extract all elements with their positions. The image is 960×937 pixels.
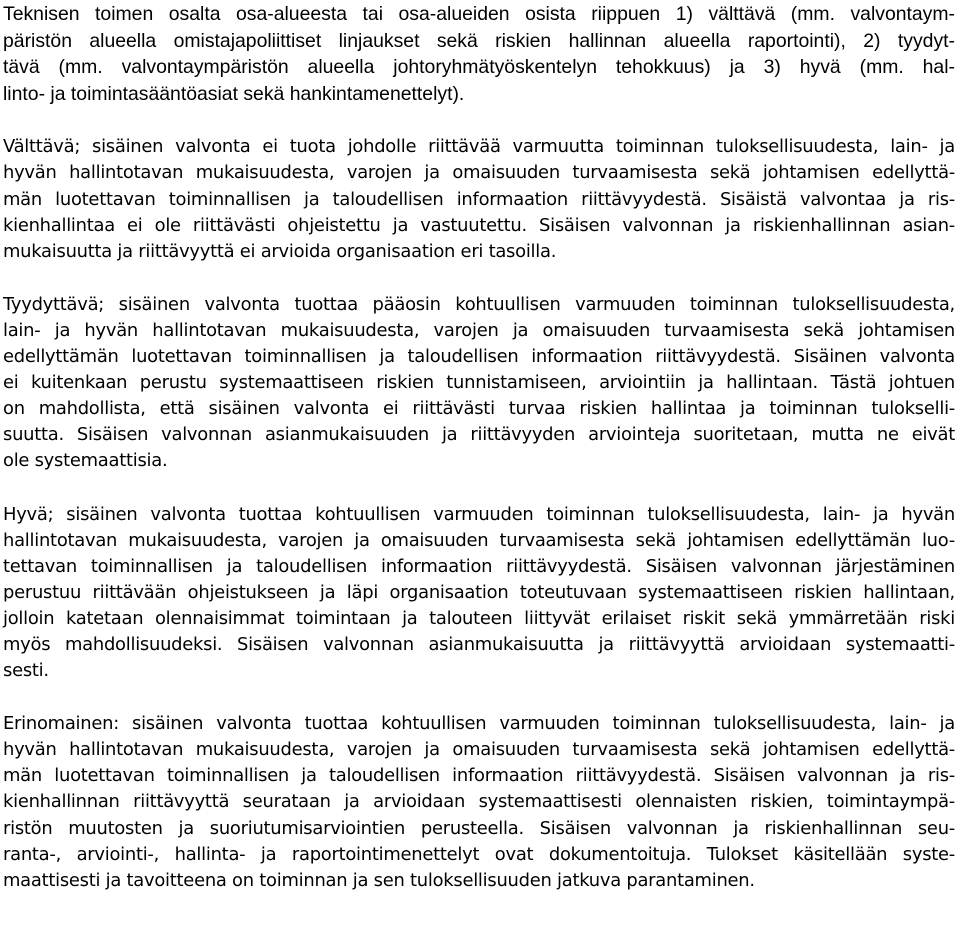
text-line: edellyttämän luotettavan toiminnallisen ja taloudellisen informaation riittävyydestä. Sisäinen valvonta bbox=[3, 346, 955, 368]
intro-paragraph bbox=[3, 1, 955, 107]
text-line: kienhallintaa ei ole riittävästi ohjeistettu ja vastuutettu. Sisäisen valvonnan ja riskienhallinnan asian- bbox=[3, 214, 955, 236]
text-line: linto- ja toimintasääntöasiat sekä hankintamenettelyt). bbox=[3, 82, 465, 105]
text-line: män luotettavan toiminnallisen ja taloudellisen informaation riittävyydestä. Sisäistä valvontaa ja ris- bbox=[3, 188, 955, 210]
text-line: sesti. bbox=[3, 660, 49, 682]
text-line: on mahdollista, että sisäinen valvonta ei riittävästi turvaa riskien hallintaa ja toiminnan tulokselli- bbox=[3, 398, 955, 420]
text-line: hallintotavan mukaisuudesta, varojen ja omaisuuden turvaamisesta sekä johtamisen edellyttämän luo- bbox=[3, 529, 955, 551]
text-line: tettavan toiminnallisen ja taloudellisen informaation riittävyydestä. Sisäisen valvonnan järjestäminen bbox=[3, 555, 955, 577]
text-line: myös mahdollisuudeksi. Sisäisen valvonnan asianmukaisuutta ja riittävyyttä arvioidaan systemaatti- bbox=[3, 633, 955, 655]
paragraph-erinomainen bbox=[3, 711, 955, 894]
paragraph-hyva bbox=[3, 502, 955, 685]
text-line: Teknisen toimen osalta osa-alueesta tai osa-alueiden osista riippuen 1) välttävä (mm. valvontaym- bbox=[3, 3, 955, 25]
text-line: Välttävä; sisäinen valvonta ei tuota johdolle riittävää varmuutta toiminnan tuloksellisuudesta, lain- ja bbox=[3, 136, 955, 158]
text-line: suutta. Sisäisen valvonnan asianmukaisuuden ja riittävyyden arviointeja suoritetaan, mutta ne eivät bbox=[3, 424, 955, 446]
text-line: kienhallinnan riittävyyttä seurataan ja arvioidaan systemaattisesti olennaisten riskien, toimintaympä- bbox=[3, 791, 955, 813]
text-line: päristön alueella omistajapoliittiset linjaukset sekä riskien hallinnan alueella raportointi), 2) tyydyt- bbox=[3, 29, 955, 52]
text-line: maattisesti ja tavoitteena on toiminnan ja sen tuloksellisuuden jatkuva parantaminen. bbox=[3, 869, 755, 891]
text-line: perustuu riittävään ohjeistukseen ja läpi organisaation toteutuvaan systemaattiseen riskien hallintaan, bbox=[3, 581, 955, 603]
text-line: jolloin katetaan olennaisimmat toimintaan ja talouteen liittyvät erilaiset riskit sekä ymmärretään riski bbox=[3, 607, 955, 629]
paragraph-tyydyttava bbox=[3, 292, 955, 475]
text-line: Erinomainen: sisäinen valvonta tuottaa kohtuullisen varmuuden toiminnan tuloksellisuudesta, lain- ja bbox=[3, 713, 955, 735]
text-line: hyvän hallintotavan mukaisuudesta, varojen ja omaisuuden turvaamisesta sekä johtamisen edellyttä- bbox=[3, 162, 955, 184]
paragraph-valttava bbox=[3, 134, 955, 264]
document-page bbox=[3, 0, 955, 894]
text-line: Tyydyttävä; sisäinen valvonta tuottaa pääosin kohtuullisen varmuuden toiminnan tuloksellisuudesta, bbox=[3, 293, 955, 315]
text-line: ranta-, arviointi-, hallinta- ja raportointimenettelyt ovat dokumentoituja. Tulokset käsitellään syste- bbox=[3, 843, 955, 865]
text-line: ole systemaattisia. bbox=[3, 450, 168, 472]
text-line: lain- ja hyvän hallintotavan mukaisuudesta, varojen ja omaisuuden turvaamisesta sekä johtamisen bbox=[3, 319, 955, 341]
text-line: Hyvä; sisäinen valvonta tuottaa kohtuullisen varmuuden toiminnan tuloksellisuudesta, lain- ja hyvän bbox=[3, 503, 955, 525]
text-line: ristön muutosten ja suoriutumisarviointien perusteella. Sisäisen valvonnan ja riskienhallinnan seu- bbox=[3, 817, 955, 839]
text-line: hyvän hallintotavan mukaisuudesta, varojen ja omaisuuden turvaamisesta sekä johtamisen edellyttä- bbox=[3, 739, 955, 761]
text-line: män luotettavan toiminnallisen ja taloudellisen informaation riittävyydestä. Sisäisen valvonnan ja ris- bbox=[3, 765, 955, 787]
text-line: ei kuitenkaan perustu systemaattiseen riskien tunnistamiseen, arviointiin ja hallintaan. Tästä johtuen bbox=[3, 372, 955, 394]
text-line: tävä (mm. valvontaympäristön alueella johtoryhmätyöskentelyn tehokkuus) ja 3) hyvä (mm. hal- bbox=[3, 56, 955, 79]
text-line: mukaisuutta ja riittävyyttä ei arvioida organisaation eri tasoilla. bbox=[3, 240, 557, 262]
